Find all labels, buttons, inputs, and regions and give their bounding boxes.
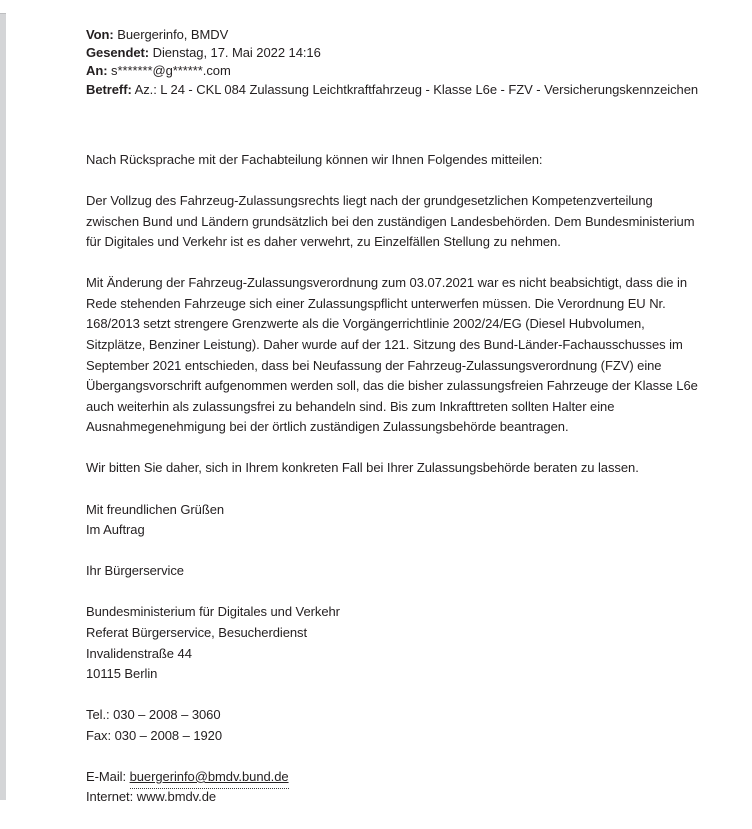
sender-name: Ihr Bürgerservice [86, 563, 184, 579]
phone-label: Tel.: [86, 707, 110, 723]
page-edge-band-cap [0, 13, 6, 14]
header-row-to [86, 62, 708, 80]
subject-label: Betreff: [86, 81, 132, 97]
header-row-from [86, 26, 708, 44]
signature-web [86, 767, 708, 808]
internet-row [86, 787, 708, 808]
email-header [86, 26, 708, 99]
email-body [86, 150, 708, 808]
sent-label: Gesendet: [86, 45, 150, 61]
email-address-link[interactable]: buergerinfo@bmdv.bund.de [129, 768, 289, 784]
body-paragraph-3: Wir bitten Sie daher, sich in Ihrem konkreten Fall bei Ihrer Zulassungsbehörde beraten zu lassen. [86, 460, 639, 476]
internet-url[interactable]: www.bmdv.de [136, 789, 217, 805]
street-address: Invalidenstraße 44 [86, 645, 192, 661]
header-row-sent [86, 44, 708, 62]
city-address: 10115 Berlin [86, 666, 158, 682]
internet-label: Internet: [86, 789, 134, 805]
fax-row [86, 726, 708, 747]
closing-line-1: Mit freundlichen Grüßen [86, 501, 225, 517]
fax-label: Fax: [86, 727, 112, 743]
from-value: Buergerinfo, BMDV [117, 27, 229, 42]
body-intro: Nach Rücksprache mit der Fachabteilung können wir Ihnen Folgendes mitteilen: [86, 151, 543, 167]
subject-value: Az.: L 24 - CKL 084 Zulassung Leichtkraftfahrzeug - Klasse L6e - FZV - Versicherungskennzeichen [134, 81, 699, 97]
department-name: Referat Bürgerservice, Besucherdienst [86, 624, 308, 640]
email-label: E-Mail: [86, 768, 127, 784]
phone-value: 030 – 2008 – 3060 [113, 707, 221, 723]
to-label: An: [86, 63, 108, 79]
signature-address [86, 602, 708, 684]
body-paragraph-2: Mit Änderung der Fahrzeug-Zulassungsverordnung zum 03.07.2021 war es nicht beabsichtigt, dass die in Rede stehenden Fahrzeuge sich einer Zulassungspflicht unterwerfen müssen. Die Verordnung EU Nr. 168/2013 setzt strengere Grenzwerte als die Vorgängerrichtlinie 2002/24/EG (Diesel Hubvolumen, Sitzplätze, Benziner Leistung). Daher wurde auf der 121. Sitzung des Bund-Länder-Fachausschusses im September 2021 entschieden, dass bei Neufassung der Fahrzeug-Zulassungsverordnung (FZV) eine Übergangsvorschrift aufgenommen werden soll, das die bisher zulassungsfreien Fahrzeuge der Klasse L6e auch weiterhin als zulassungsfrei zu behandeln sind. Bis zum Inkrafttreten sollten Halter eine Ausnahmegenehmigung bei der örtlich zuständigen Zulassungsbehörde beantragen. [86, 275, 698, 435]
from-label: Von: [86, 27, 114, 42]
email-link-wrapper[interactable] [130, 767, 289, 788]
closing-line-2: Im Auftrag [86, 522, 145, 538]
signature-contact [86, 705, 708, 746]
phone-row [86, 705, 708, 726]
signature-sender [86, 561, 708, 582]
to-value: s*******@g******.com [111, 63, 231, 79]
organization-name: Bundesministerium für Digitales und Verkehr [86, 604, 340, 620]
signature-closing [86, 500, 708, 541]
header-row-subject [86, 81, 708, 99]
page-edge-band [0, 13, 6, 800]
body-paragraph-1: Der Vollzug des Fahrzeug-Zulassungsrechts liegt nach der grundgesetzlichen Kompetenzverteilung zwischen Bund und Ländern grundsätzlich bei den zuständigen Landesbehörden. Dem Bundesministerium für Digitales und Verkehr ist es daher verwehrt, zu Einzelfällen Stellung zu nehmen. [86, 192, 695, 250]
document-content [86, 26, 708, 829]
fax-value: 030 – 2008 – 1920 [114, 727, 223, 743]
email-row [86, 767, 708, 788]
sent-value: Dienstag, 17. Mai 2022 14:16 [152, 45, 321, 61]
